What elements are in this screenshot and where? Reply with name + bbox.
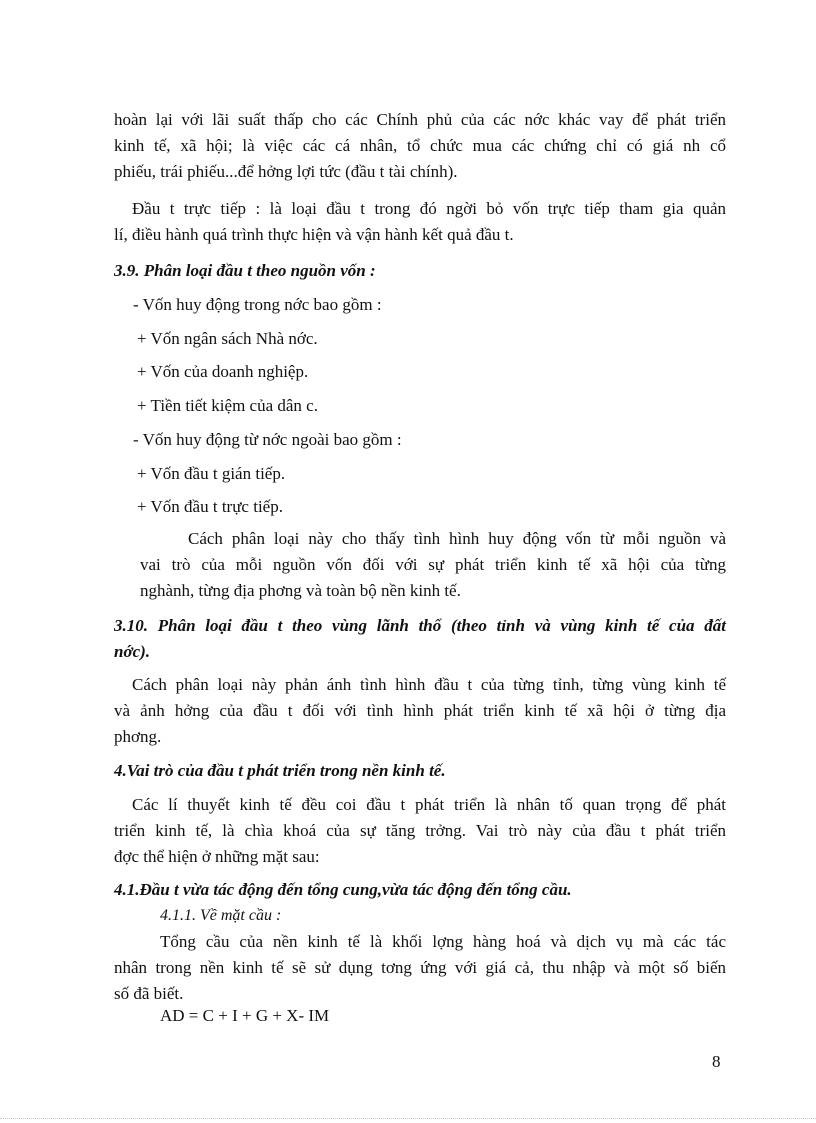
list-item: - Vốn huy động trong nớc bao gồm : [133,295,382,314]
section-heading-3-10: 3.10. Phân loại đầu t theo vùng lãnh thổ (theo tỉnh và vùng kinh tế của đất [114,616,726,635]
body-line: phơng. [114,727,162,746]
list-item: + Vốn đầu t trực tiếp. [137,497,283,516]
body-line: và ảnh hởng của đầu t đối với tình hình phát triển kinh tế xã hội ở từng địa [114,701,726,720]
body-line: lí, điều hành quá trình thực hiện và vận hành kết quả đầu t. [114,225,514,244]
section-heading-3-9: 3.9. Phân loại đầu t theo nguồn vốn : [114,261,376,280]
list-item: + Vốn đầu t gián tiếp. [137,464,286,483]
body-line: đợc thể hiện ở những mặt sau: [114,847,320,866]
body-line: nhân trong nền kinh tế sẽ sử dụng tơng ứng với giá cả, thu nhập và một số biến [114,958,726,977]
section-heading-3-10: nớc). [114,642,151,661]
page-number: 8 [712,1052,721,1071]
subsection-heading-4-1-1: 4.1.1. Về mặt cầu : [160,907,282,924]
body-line: nghành, từng địa phơng và toàn bộ nền kinh tế. [140,581,461,600]
body-line: Cách phân loại này cho thấy tình hình huy động vốn từ mỗi nguồn và [188,529,726,548]
page-bottom-divider [0,1118,816,1119]
list-item: - Vốn huy động từ nớc ngoài bao gồm : [133,430,402,449]
body-line: hoàn lại với lãi suất thấp cho các Chính phủ của các nớc khác vay để phát triển [114,110,726,129]
list-item: + Tiền tiết kiệm của dân c. [137,396,318,415]
list-item: + Vốn ngân sách Nhà nớc. [137,329,318,348]
body-line: vai trò của mỗi nguồn vốn đối với sự phát triển kinh tế xã hội của từng [140,555,726,574]
body-line: Cách phân loại này phản ánh tình hình đầu t của từng tỉnh, từng vùng kinh tế [132,675,726,694]
body-line: Đầu t trực tiếp : là loại đầu t trong đó ngời bỏ vốn trực tiếp tham gia quản [132,199,726,218]
body-line: Tổng cầu của nền kinh tế là khối lợng hàng hoá và dịch vụ mà các tác [160,932,726,951]
body-line: Các lí thuyết kinh tế đều coi đầu t phát triển là nhân tố quan trọng để phát [132,795,726,814]
list-item: + Vốn của doanh nghiệp. [137,362,309,381]
body-line: triển kinh tế, là chìa khoá của sự tăng trởng. Vai trò này của đầu t phát triển [114,821,726,840]
body-line: kinh tế, xã hội; là việc các cá nhân, tổ chức mua các chứng chỉ có giá nh cổ [114,136,726,155]
section-heading-4: 4.Vai trò của đầu t phát triển trong nền kinh tế. [114,761,446,780]
body-line: phiếu, trái phiếu...để hởng lợi tức (đầu t tài chính). [114,162,458,181]
formula: AD = C + I + G + X- IM [160,1006,330,1025]
section-heading-4-1: 4.1.Đầu t vừa tác động đến tổng cung,vừa tác động đến tổng cầu. [114,880,572,899]
body-line: số đã biết. [114,984,184,1003]
